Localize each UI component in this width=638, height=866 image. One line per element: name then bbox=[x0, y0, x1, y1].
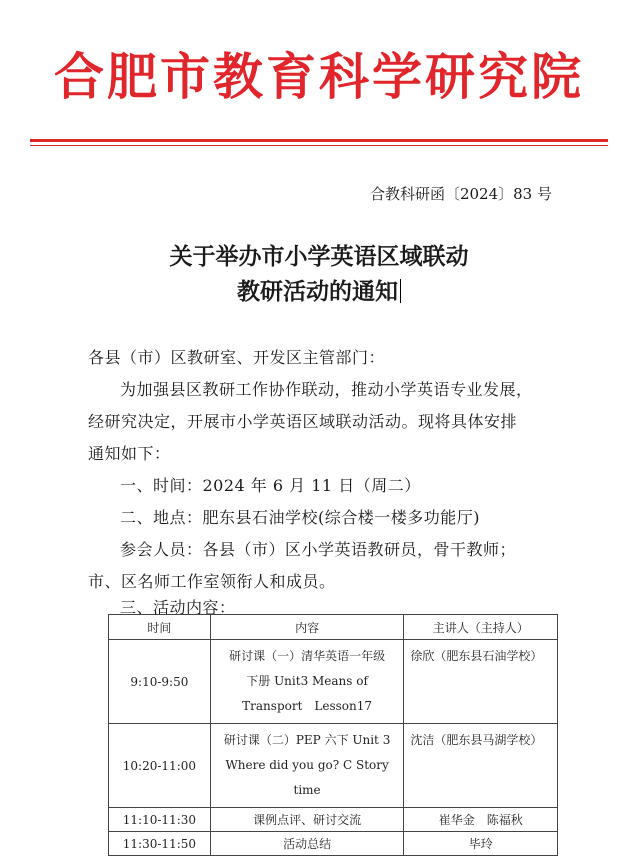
time-line: 一、时间：2024 年 6 月 11 日（周二） bbox=[120, 476, 421, 495]
content-line: Transport Lesson17 bbox=[242, 699, 373, 713]
content-heading: 三、活动内容： bbox=[120, 598, 236, 617]
text-cursor bbox=[400, 279, 401, 303]
row-content bbox=[210, 724, 404, 808]
header-speaker: 主讲人（主持人） bbox=[404, 615, 558, 640]
title-line-2-text: 教研活动的通知 bbox=[237, 278, 398, 305]
schedule-table bbox=[108, 614, 558, 856]
intro-line-2: 经研究决定，开展市小学英语区域联动活动。现将具体安排 bbox=[88, 412, 518, 431]
intro-line-3: 通知如下： bbox=[88, 444, 171, 463]
header-content: 内容 bbox=[210, 615, 404, 640]
table-row bbox=[109, 640, 558, 724]
content-line: 下册 Unit3 Means of bbox=[246, 674, 368, 688]
title-line-1: 关于举办市小学英语区域联动 bbox=[169, 243, 469, 270]
addressee: 各县（市）区教研室、开发区主管部门： bbox=[88, 348, 386, 367]
row-time: 10:20-11:00 bbox=[109, 724, 211, 808]
row-content bbox=[210, 640, 404, 724]
masthead: 合肥市教育科学研究院 bbox=[54, 48, 584, 106]
table-row bbox=[109, 808, 558, 832]
row-time: 11:30-11:50 bbox=[109, 832, 211, 856]
masthead-rule-thin bbox=[30, 145, 608, 146]
row-speaker: 徐欣（肥东县石油学校） bbox=[404, 640, 558, 724]
header-time: 时间 bbox=[109, 615, 211, 640]
intro-line-1: 为加强县区教研工作协作联动，推动小学英语专业发展， bbox=[120, 380, 533, 399]
row-speaker: 沈洁（肥东县马湖学校） bbox=[404, 724, 558, 808]
table-row bbox=[109, 724, 558, 808]
title-line-2 bbox=[0, 275, 638, 309]
table-header-row bbox=[109, 615, 558, 640]
row-time: 11:10-11:30 bbox=[109, 808, 211, 832]
row-speaker: 崔华金 陈福秋 bbox=[404, 808, 558, 832]
row-content: 课例点评、研讨交流 bbox=[210, 808, 404, 832]
document-number: 合教科研函〔2024〕83 号 bbox=[369, 185, 552, 203]
content-line: Where did you go? C Story bbox=[225, 758, 389, 772]
row-speaker: 毕玲 bbox=[404, 832, 558, 856]
attendees-line-1: 参会人员：各县（市）区小学英语教研员，骨干教师； bbox=[120, 540, 517, 559]
location-line: 二、地点：肥东县石油学校(综合楼一楼多功能厅) bbox=[120, 508, 480, 527]
content-line: 研讨课（二）PEP 六下 Unit 3 bbox=[223, 733, 391, 747]
content-line: 研讨课（一）清华英语一年级 bbox=[229, 649, 386, 663]
row-content: 活动总结 bbox=[210, 832, 404, 856]
table-row bbox=[109, 832, 558, 856]
content-line: time bbox=[293, 783, 321, 797]
attendees-line-2: 市、区名师工作室领衔人和成员。 bbox=[88, 572, 336, 591]
masthead-rule-thick bbox=[30, 139, 608, 142]
row-time: 9:10-9:50 bbox=[109, 640, 211, 724]
